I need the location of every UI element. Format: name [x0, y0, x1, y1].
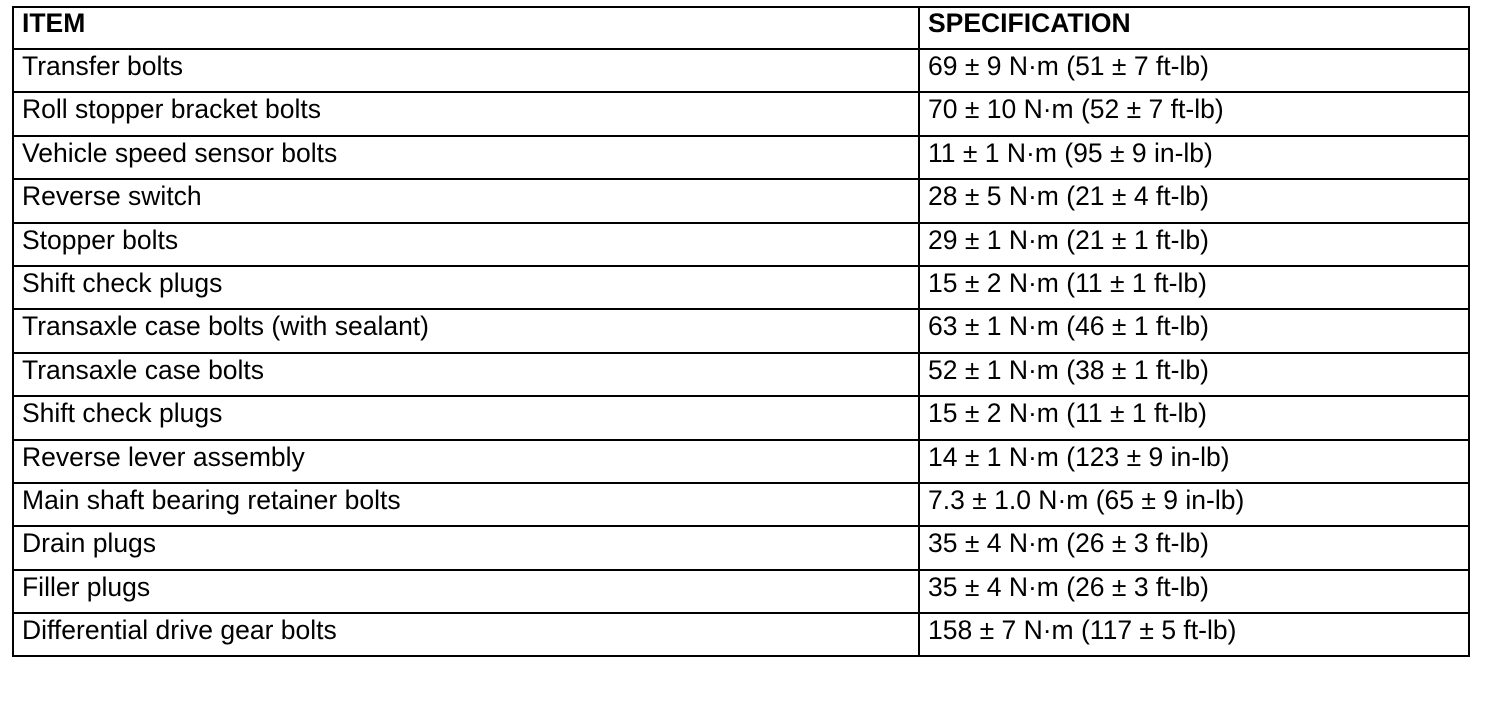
spec-cell: 63 ± 1 N·m (46 ± 1 ft-lb)	[919, 309, 1469, 352]
item-cell: Roll stopper bracket bolts	[13, 92, 919, 135]
item-cell: Differential drive gear bolts	[13, 613, 919, 656]
item-cell: Transfer bolts	[13, 49, 919, 92]
item-cell: Drain plugs	[13, 526, 919, 569]
spec-cell: 15 ± 2 N·m (11 ± 1 ft-lb)	[919, 266, 1469, 309]
item-cell: Filler plugs	[13, 570, 919, 613]
table-row	[13, 92, 1469, 135]
spec-cell: 29 ± 1 N·m (21 ± 1 ft-lb)	[919, 223, 1469, 266]
table-row	[13, 440, 1469, 483]
spec-cell: 11 ± 1 N·m (95 ± 9 in-lb)	[919, 136, 1469, 179]
spec-cell: 35 ± 4 N·m (26 ± 3 ft-lb)	[919, 570, 1469, 613]
item-cell: Vehicle speed sensor bolts	[13, 136, 919, 179]
spec-cell: 69 ± 9 N·m (51 ± 7 ft-lb)	[919, 49, 1469, 92]
spec-cell: 70 ± 10 N·m (52 ± 7 ft-lb)	[919, 92, 1469, 135]
item-cell: Main shaft bearing retainer bolts	[13, 483, 919, 526]
header-specification: SPECIFICATION	[919, 7, 1469, 49]
spec-cell: 15 ± 2 N·m (11 ± 1 ft-lb)	[919, 396, 1469, 439]
item-cell: Stopper bolts	[13, 223, 919, 266]
header-item: ITEM	[13, 7, 919, 49]
table-row	[13, 266, 1469, 309]
table-row	[13, 613, 1469, 656]
table-row	[13, 396, 1469, 439]
item-cell: Shift check plugs	[13, 266, 919, 309]
table-header-row	[13, 7, 1469, 49]
table-row	[13, 179, 1469, 222]
spec-cell: 28 ± 5 N·m (21 ± 4 ft-lb)	[919, 179, 1469, 222]
table-row	[13, 136, 1469, 179]
spec-cell: 14 ± 1 N·m (123 ± 9 in-lb)	[919, 440, 1469, 483]
table-row	[13, 570, 1469, 613]
item-cell: Reverse switch	[13, 179, 919, 222]
table-row	[13, 223, 1469, 266]
item-cell: Transaxle case bolts (with sealant)	[13, 309, 919, 352]
spec-cell: 7.3 ± 1.0 N·m (65 ± 9 in-lb)	[919, 483, 1469, 526]
item-cell: Reverse lever assembly	[13, 440, 919, 483]
table-row	[13, 309, 1469, 352]
item-cell: Shift check plugs	[13, 396, 919, 439]
table-row	[13, 526, 1469, 569]
spec-cell: 158 ± 7 N·m (117 ± 5 ft-lb)	[919, 613, 1469, 656]
spec-cell: 52 ± 1 N·m (38 ± 1 ft-lb)	[919, 353, 1469, 396]
table-row	[13, 483, 1469, 526]
item-cell: Transaxle case bolts	[13, 353, 919, 396]
table-row	[13, 49, 1469, 92]
spec-cell: 35 ± 4 N·m (26 ± 3 ft-lb)	[919, 526, 1469, 569]
table-row	[13, 353, 1469, 396]
torque-spec-table	[12, 6, 1470, 657]
